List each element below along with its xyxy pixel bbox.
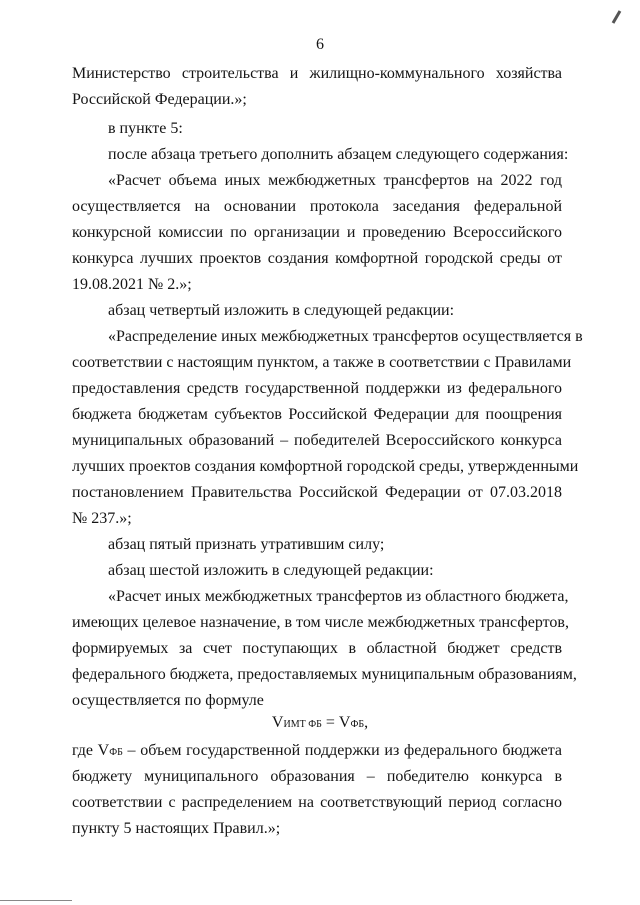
paragraph-line: абзац пятый признать утратившим силу; [108,536,385,553]
paragraph-line: имеющих целевое назначение, в том числе межбюджетных трансфертов, [72,614,569,631]
scan-edge-line [0,900,72,901]
paragraph-line: пункту 5 настоящих Правил.»; [72,820,281,837]
paragraph-line: лучших проектов создания комфортной городской среды, утвержденными [72,458,579,475]
paragraph-line: федерального бюджета, предоставляемых муниципальным образованиям, [72,666,577,683]
paragraph-line [72,741,562,763]
formula-rhs-subscript: ФБ [350,719,365,730]
paragraph-line: конкурсной комиссии по организации и проведению Всероссийского [72,224,562,241]
formula-lhs: V [271,714,284,731]
formula [0,713,640,735]
paragraph-line: постановлением Правительства Российской Федерации от 07.03.2018 [72,484,562,501]
formula-tail: , [364,714,369,731]
paragraph-line: Российской Федерации.»; [72,91,247,108]
formula-lhs-subscript: ИМТ ФБ [283,719,322,730]
paragraph-line: «Распределение иных межбюджетных трансфертов осуществляется в [108,328,583,345]
paragraph-line: предоставления средств государственной поддержки из федерального [72,380,562,397]
paragraph-line: осуществляется по формуле [72,692,264,709]
scan-mark [612,10,622,24]
paragraph-line: № 237.»; [72,510,132,527]
paragraph-line: бюджету муниципального образования – победителю конкурса в [72,768,562,785]
paragraph-line: конкурса лучших проектов создания комфортной городской среды от [72,250,562,267]
paragraph-line: осуществляется на основании протокола заседания федеральной [72,198,562,215]
paragraph-line: формируемых за счет поступающих в областной бюджет средств [72,640,562,657]
definition-rest: – объем государственной поддержки из федерального бюджета [122,742,563,759]
definition-subscript: ФБ [109,747,123,758]
paragraph-line: «Расчет объема иных межбюджетных трансфертов на 2022 год [108,172,562,189]
paragraph-line: Министерство строительства и жилищно-коммунального хозяйства [72,65,562,82]
paragraph-line: 19.08.2021 № 2.»; [72,276,192,293]
page-number: 6 [316,36,324,53]
paragraph-line: бюджета бюджетам субъектов Российской Федерации для поощрения [72,406,562,423]
paragraph-line: абзац четвертый изложить в следующей редакции: [108,302,455,319]
paragraph-line: «Расчет иных межбюджетных трансфертов из областного бюджета, [108,588,569,605]
paragraph-line: соответствии с настоящим пунктом, а также в соответствии с Правилами [72,354,572,371]
formula-equals: = [321,714,339,731]
formula-rhs: V [338,714,351,731]
paragraph-line: после абзаца третьего дополнить абзацем следующего содержания: [108,146,569,163]
paragraph-line: абзац шестой изложить в следующей редакции: [108,562,434,579]
paragraph-line: соответствии с распределением на соответствующий период согласно [72,794,562,811]
definition-prefix: где V [72,742,110,759]
paragraph-line: в пункте 5: [108,120,183,137]
paragraph-line: муниципальных образований – победителей Всероссийского конкурса [72,432,562,449]
